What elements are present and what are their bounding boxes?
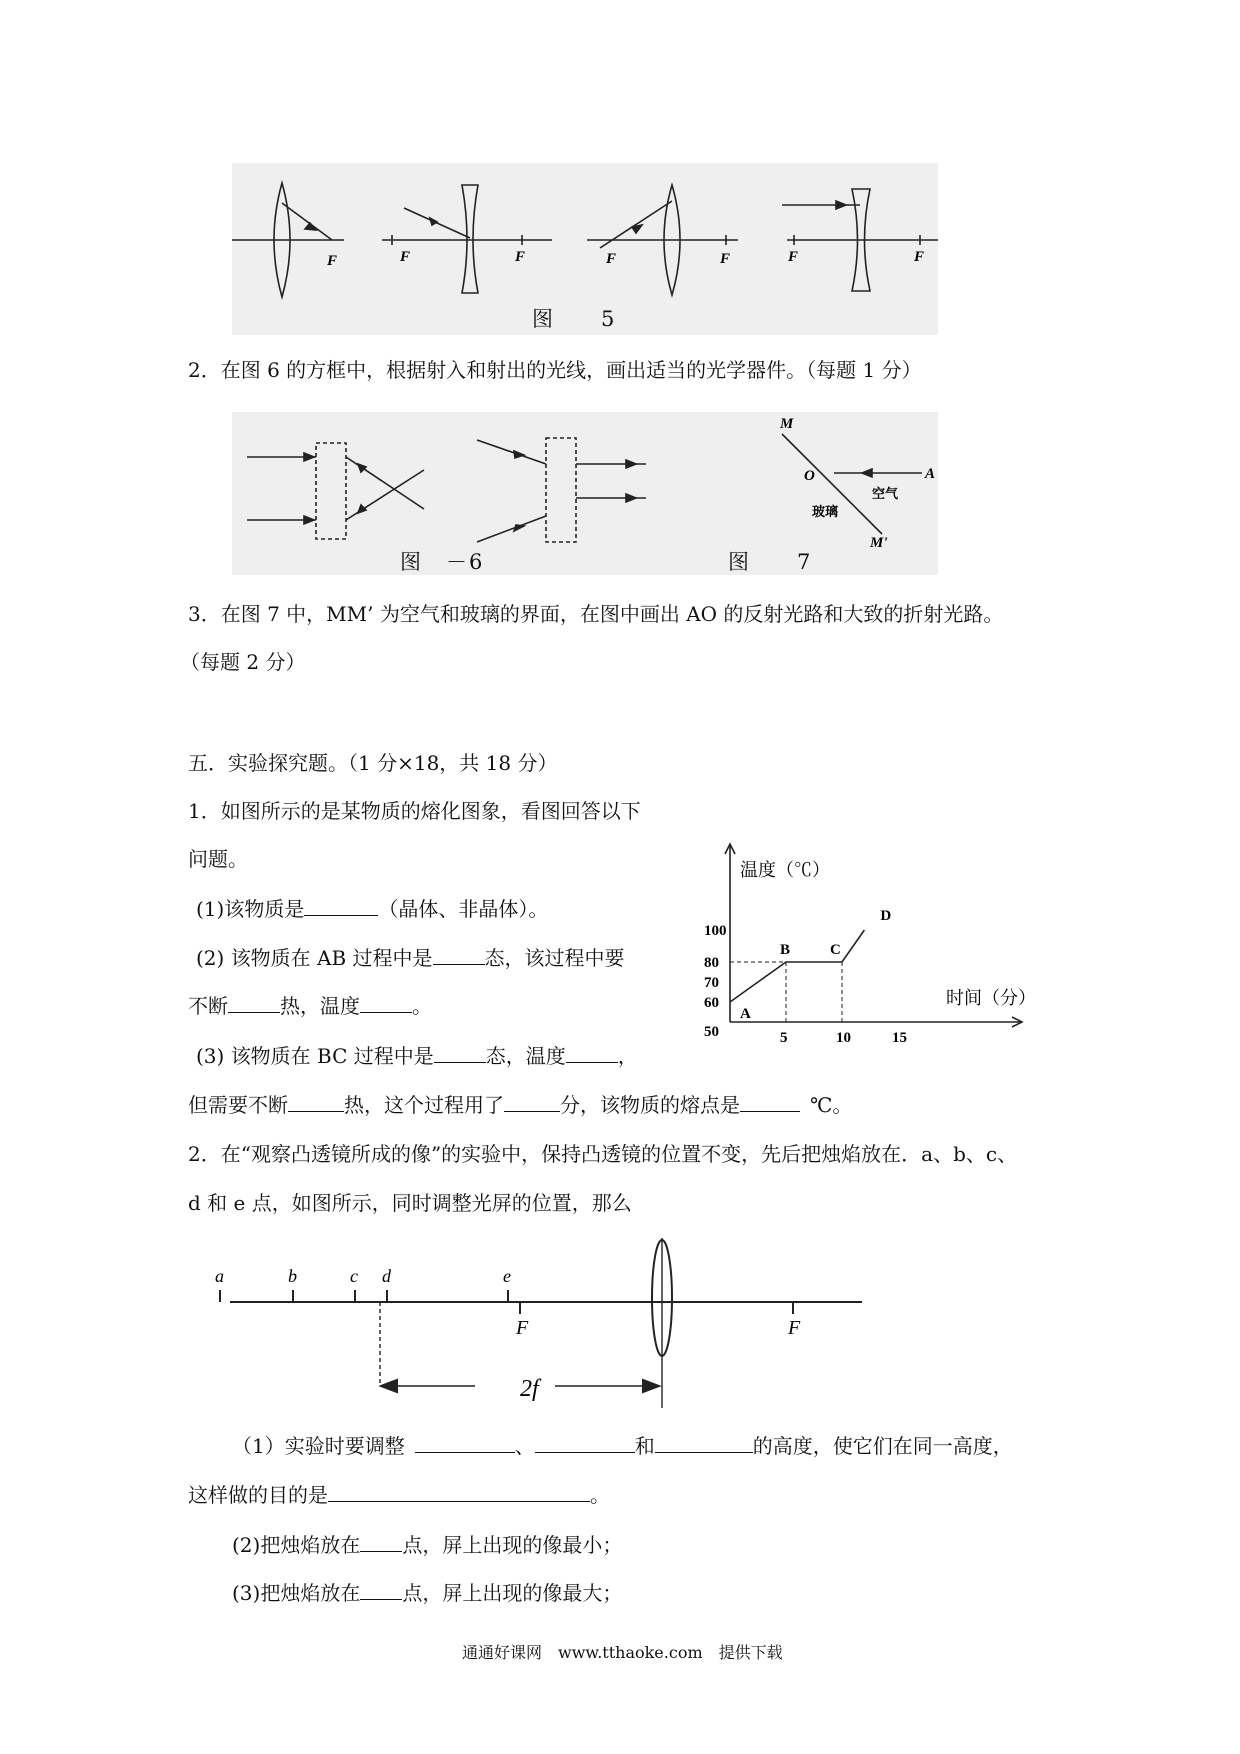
exp1-q2-blank1[interactable] <box>433 944 485 965</box>
exp2-s1-b: 、 <box>514 1434 535 1458</box>
exp2-s1-blank2[interactable] <box>535 1432 635 1453</box>
fig7-o: O <box>804 468 815 484</box>
exp1-q2-b: 态，该过程中要 <box>484 946 625 970</box>
exp2-s3-blank[interactable] <box>360 1579 402 1600</box>
lens-bench-diagram <box>215 1238 865 1418</box>
bench-f-left: F <box>516 1317 529 1339</box>
section-5-title: 五．实验探究题。（1 分×18，共 18 分） <box>188 751 558 775</box>
fig7-a: A <box>925 466 936 482</box>
exp2-s2-blank[interactable] <box>360 1531 402 1552</box>
exp2-line1: 2．在“观察凸透镜所成的像”的实验中，保持凸透镜的位置不变，先后把烛焰放在．a、b、c、 <box>188 1142 1018 1166</box>
fig5-f7: F <box>914 249 925 265</box>
fig7-glass: 玻璃 <box>812 504 839 519</box>
exp1-q1 <box>196 895 548 923</box>
exp2-s2-a: (2)把烛焰放在 <box>232 1533 361 1557</box>
exp2-s1-blank3[interactable] <box>655 1432 753 1453</box>
exp1-q3-b: 态，温度 <box>485 1044 566 1068</box>
fig5-caption: 图 5 <box>532 307 617 331</box>
exp2-s2-b: 点，屏上出现的像最小； <box>402 1533 623 1557</box>
bench-point-a: a <box>215 1266 224 1286</box>
figure-5 <box>232 163 938 335</box>
x-tick-label: 10 <box>836 1030 851 1046</box>
exp2-s1-c: 和 <box>634 1434 655 1458</box>
exp1-q3-a: (3) 该物质在 BC 过程中是 <box>196 1044 434 1068</box>
bench-point-ticks <box>215 1266 511 1302</box>
point-label-c: C <box>830 942 841 958</box>
exp1-q3-f: 分，该物质的熔点是 <box>560 1093 740 1117</box>
y-tick-label: 50 <box>704 1024 719 1040</box>
y-tick-label: 60 <box>704 995 719 1011</box>
exp1-q2-blank2[interactable] <box>228 992 280 1013</box>
exp1-intro1: 1．如图所示的是某物质的熔化图象，看图回答以下 <box>188 799 641 823</box>
exp2-s1-d: 的高度，使它们在同一高度， <box>752 1434 1013 1458</box>
exp2-s3 <box>232 1579 622 1607</box>
exp2-line2: d 和 e 点，如图所示，同时调整光屏的位置，那么 <box>188 1191 632 1215</box>
point-label-b: B <box>780 942 791 958</box>
figure-6-7-drawing <box>232 412 938 575</box>
fig5-f4: F <box>606 251 617 267</box>
question-3-line1: 3．在图 7 中，MM’ 为空气和玻璃的界面，在图中画出 AO 的反射光路和大致的折射光路。 <box>188 602 1004 626</box>
exp2-s1-blank4[interactable] <box>328 1481 590 1502</box>
bench-point-b: b <box>288 1266 297 1286</box>
bench-2f-label: 2f <box>520 1376 539 1402</box>
exp1-q3-c: ， <box>617 1044 638 1068</box>
fig5-f6: F <box>788 249 799 265</box>
exp1-q2-e: 。 <box>412 994 432 1018</box>
exp1-q1-blank[interactable] <box>304 895 378 916</box>
bench-point-d: d <box>382 1266 391 1286</box>
exp1-q3-e: 热，这个过程用了 <box>344 1093 504 1117</box>
fig5-f2: F <box>400 249 411 265</box>
exp2-s2 <box>232 1531 622 1559</box>
exp1-q3-blank5[interactable] <box>740 1091 800 1112</box>
fig7-m2: M' <box>870 535 888 551</box>
exp2-s1-a: （1）实验时要调整 <box>232 1434 405 1458</box>
x-tick-label: 5 <box>780 1030 788 1046</box>
exp1-q3-blank1[interactable] <box>434 1042 486 1063</box>
y-tick-label: 80 <box>704 955 719 971</box>
fig7-caption: 图 7 <box>728 550 813 574</box>
y-tick-label: 70 <box>704 975 719 991</box>
bench-f-right: F <box>788 1317 801 1339</box>
y-tick-label: 100 <box>704 923 727 939</box>
exp1-q2-cont <box>188 992 432 1020</box>
exp1-q2-c: 不断 <box>188 994 228 1018</box>
melting-chart <box>690 840 1050 1060</box>
exp1-q2-d: 热，温度 <box>280 994 360 1018</box>
question-2: 2．在图 6 的方框中，根据射入和射出的光线，画出适当的光学器件。（每题 1 分） <box>188 358 922 382</box>
y-axis-label: 温度（℃） <box>740 860 830 880</box>
exp2-s3-b: 点，屏上出现的像最大； <box>402 1581 623 1605</box>
bench-point-e: e <box>503 1266 511 1286</box>
exp1-q1-b: （晶体、非晶体）。 <box>378 897 549 921</box>
exp1-q3-cont <box>188 1091 852 1119</box>
exp1-q2-a: (2) 该物质在 AB 过程中是 <box>196 946 433 970</box>
exp2-s3-a: (3)把烛焰放在 <box>232 1581 361 1605</box>
exp2-s1-e: 这样做的目的是 <box>188 1483 328 1507</box>
footer-text: 通通好课网 www.tthaoke.com 提供下载 <box>462 1643 783 1662</box>
fig6-caption: 图 －6 <box>400 550 485 574</box>
exp2-s1-f: 。 <box>590 1483 610 1507</box>
exp1-q3-blank2[interactable] <box>566 1042 618 1063</box>
exp1-q3-blank3[interactable] <box>288 1091 344 1112</box>
exp1-q3-d: 但需要不断 <box>188 1093 288 1117</box>
fig7-air: 空气 <box>872 486 899 501</box>
fig7-m: M <box>780 416 794 432</box>
exp2-s1 <box>232 1432 1013 1460</box>
exp2-s1-blank1[interactable] <box>415 1432 515 1453</box>
exp1-q2-blank3[interactable] <box>360 992 412 1013</box>
exp1-q3-blank4[interactable] <box>504 1091 560 1112</box>
exp2-s1-cont <box>188 1481 610 1509</box>
exp1-q3-g: ℃。 <box>810 1093 853 1117</box>
melting-curve <box>730 930 864 1002</box>
question-3-line2: （每题 2 分） <box>180 650 306 674</box>
fig5-f1: F <box>327 253 338 269</box>
figure-6-7 <box>232 412 938 575</box>
exp1-q3 <box>196 1042 638 1070</box>
point-label-d: D <box>880 908 892 924</box>
x-axis-label: 时间（分） <box>946 988 1036 1008</box>
exp1-q2 <box>196 944 625 972</box>
fig5-f3: F <box>515 249 526 265</box>
exp1-intro2: 问题。 <box>188 847 248 871</box>
point-label-a: A <box>740 1006 751 1022</box>
bench-point-c: c <box>350 1266 358 1286</box>
fig5-f5: F <box>720 251 731 267</box>
x-tick-label: 15 <box>892 1030 907 1046</box>
exp1-q1-a: (1)该物质是 <box>196 897 305 921</box>
